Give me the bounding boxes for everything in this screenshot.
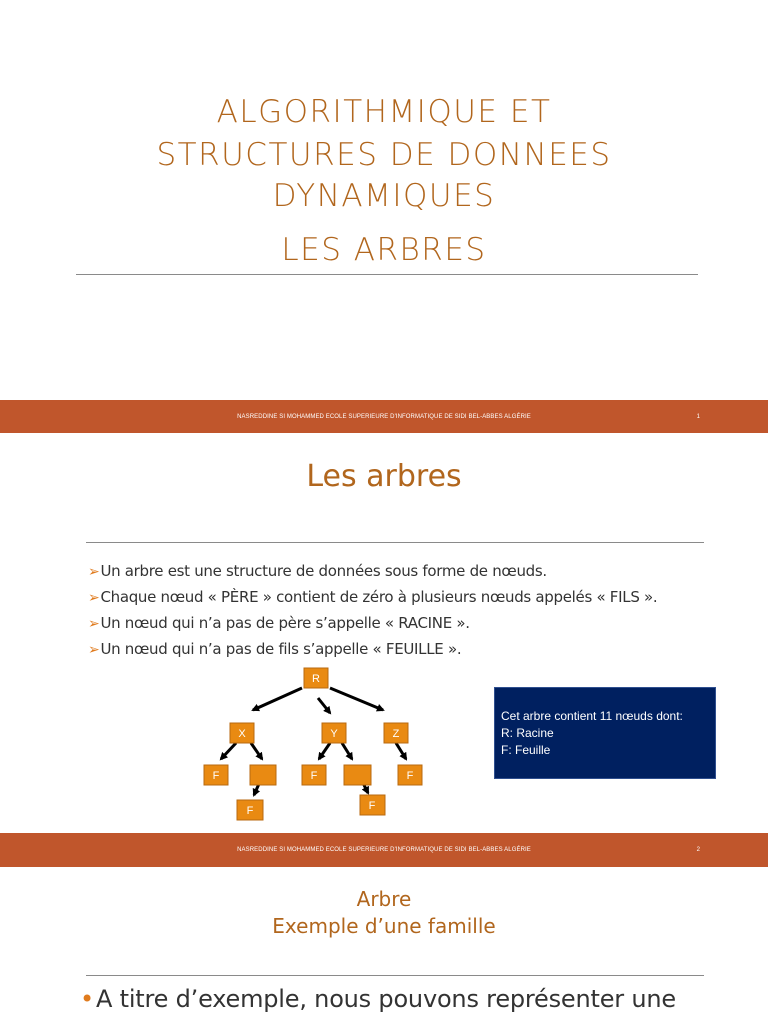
tree-node-label: F (212, 770, 220, 782)
arrow-right-icon: ➢ (88, 564, 100, 580)
tree-node-label: F (310, 770, 318, 782)
tree-node-label: X (238, 728, 246, 740)
title-divider (76, 274, 698, 275)
arrow-right-icon: ➢ (88, 590, 100, 606)
slide-1 (0, 0, 768, 400)
bullet-text: A titre d’exemple, nous pouvons représenter une (95, 985, 676, 1013)
tree-node-label: Y (330, 728, 338, 740)
bullet-item (88, 587, 657, 613)
footer-bar-1 (0, 400, 768, 434)
tree-edge (330, 688, 383, 710)
title-line-1: ALGORITHMIQUE ET (216, 94, 552, 130)
bullet-text: Chaque nœud « PÈRE » contient de zéro à plusieurs nœuds appelés « FILS ». (100, 588, 658, 606)
page-number: 1 (696, 414, 700, 420)
title-divider (86, 975, 704, 976)
title-line-3: DYNAMIQUES (272, 178, 496, 214)
footer-text: NASREDDINE SI MOHAMMED ECOLE SUPERIEURE D'INFORMATIQUE DE SIDI BEL-ABBES ALGÉRIE (237, 847, 531, 853)
bullet-item (88, 613, 657, 639)
tree-node-label: R (312, 673, 320, 685)
bullet-text: Un nœud qui n’a pas de fils s’appelle « FEUILLE ». (100, 640, 462, 658)
tree-node-label: F (406, 770, 414, 782)
slide-title-line-2: Exemple d’une famille (272, 914, 496, 938)
subtitle: LES ARBRES (281, 232, 487, 268)
tree-edge (342, 743, 352, 759)
arrow-right-icon: ➢ (88, 642, 100, 658)
info-line: R: Racine (501, 726, 554, 740)
info-line: F: Feuille (501, 743, 551, 757)
page-number: 2 (696, 847, 700, 853)
tree-edge (253, 688, 302, 710)
footer-bar-2 (0, 833, 768, 867)
bullet-dot-icon: • (80, 985, 94, 1013)
tree-edge (221, 743, 236, 759)
tree-node-label: F (246, 805, 254, 817)
title-line-2: STRUCTURES DE DONNEES (156, 137, 612, 173)
footer-text: NASREDDINE SI MOHAMMED ECOLE SUPERIEURE D'INFORMATIQUE DE SIDI BEL-ABBES ALGÉRIE (237, 414, 531, 420)
tree-node (344, 765, 371, 785)
slide-title: Les arbres (306, 459, 462, 494)
slide-3 (0, 867, 768, 1024)
bullet-text: Un arbre est une structure de données sous forme de nœuds. (100, 562, 547, 580)
tree-edge (396, 743, 406, 759)
bullet-item (88, 561, 657, 587)
tree-node (250, 765, 276, 785)
tree-edge (251, 743, 262, 759)
bullet-list (88, 561, 657, 665)
tree-node-label: F (368, 800, 376, 812)
slide-title-line-1: Arbre (356, 887, 412, 911)
arrow-right-icon: ➢ (88, 616, 100, 632)
tree-edge (318, 698, 330, 713)
tree-edge (319, 743, 330, 759)
tree-node-label: Z (392, 728, 400, 740)
bullet-item (80, 985, 676, 1013)
info-line: Cet arbre contient 11 nœuds dont: (501, 709, 683, 723)
info-box (494, 687, 716, 779)
title-divider (86, 542, 704, 543)
bullet-text: Un nœud qui n’a pas de père s’appelle « RACINE ». (100, 614, 470, 632)
slide-2 (0, 433, 768, 833)
